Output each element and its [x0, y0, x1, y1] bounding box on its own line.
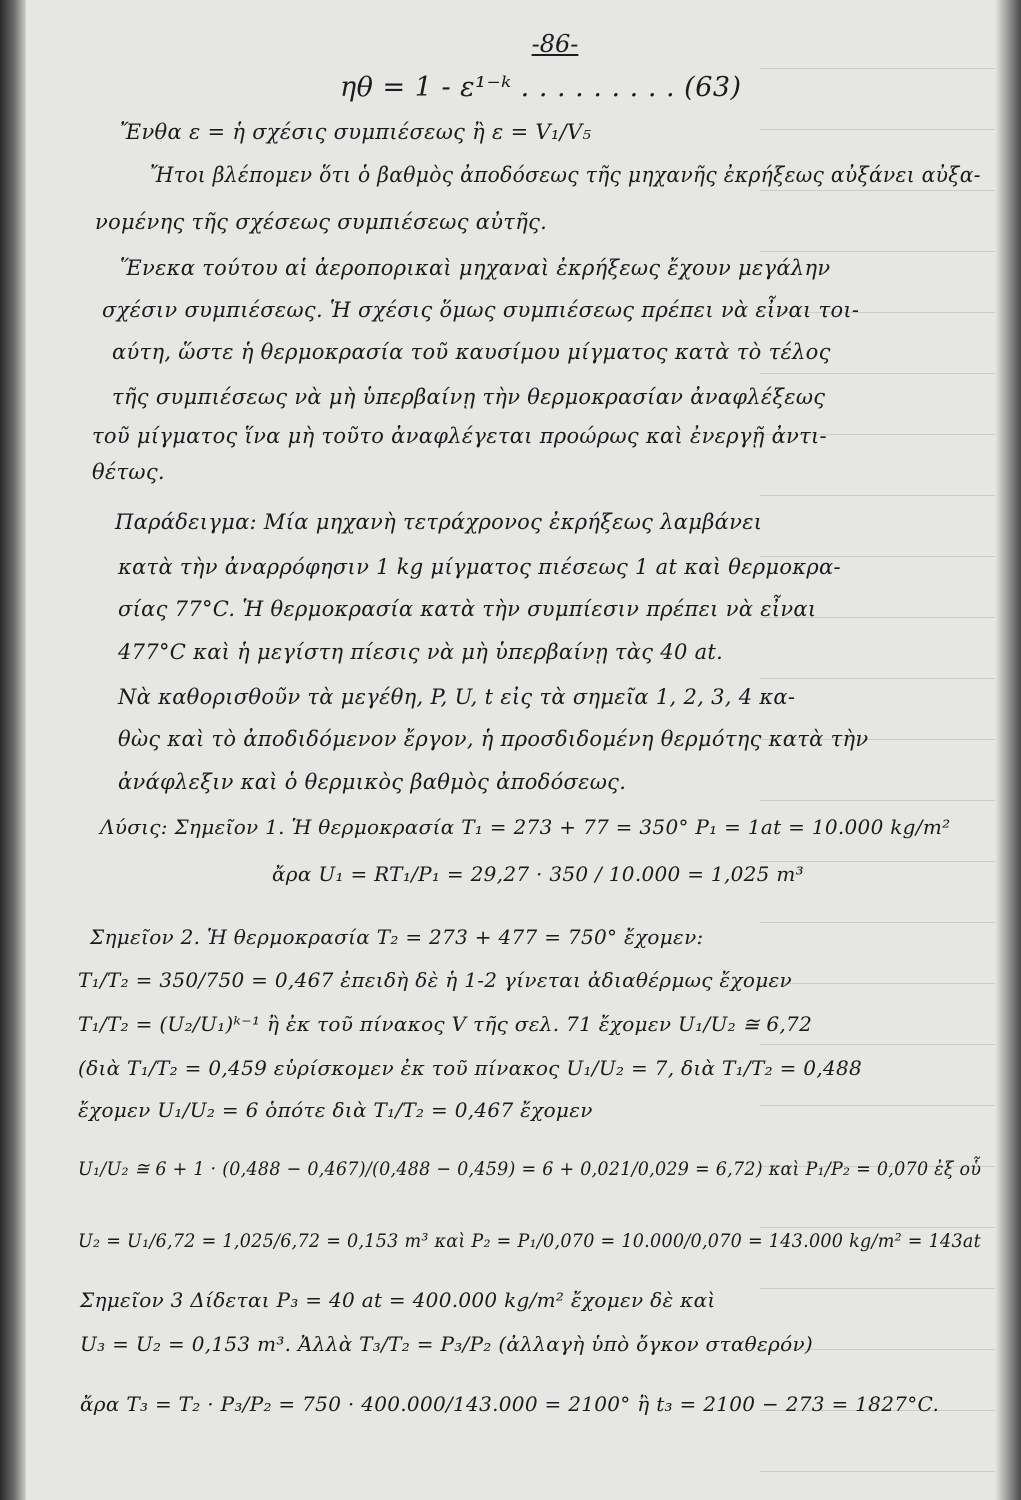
point-2-interpolation-2: ἔχομεν U₁/U₂ = 6 ὁπότε διὰ T₁/T₂ = 0,467 ἔχομεν	[78, 1098, 593, 1122]
example-heading-line: Παράδειγμα: Μία μηχανὴ τετράχρονος ἐκρήξεως λαμβάνει	[115, 510, 763, 534]
point-3-volume: U₃ = U₂ = 0,153 m³. Ἀλλὰ T₃/T₂ = P₃/P₂ (ἀλλαγὴ ὑπὸ ὄγκον σταθερόν)	[80, 1332, 814, 1356]
page-number: -86-	[531, 30, 579, 58]
example-line-6: θὼς καὶ τὸ ἀποδιδόμενον ἔργον, ἡ προσδιδομένη θερμότης κατὰ τὴν	[118, 727, 869, 751]
example-line-5: Νὰ καθορισθοῦν τὰ μεγέθη, P, U, t εἰς τὰ σημεῖα 1, 2, 3, 4 κα-	[118, 685, 796, 709]
book-spine	[0, 0, 26, 1500]
point-3-heading: Σημεῖον 3 Δίδεται P₃ = 40 at = 400.000 kg/m² ἔχομεν δὲ καὶ	[80, 1288, 716, 1312]
page-edge	[995, 0, 1021, 1500]
line-text-1: Ἤτοι βλέπομεν ὅτι ὁ βαθμὸς ἀποδόσεως τῆς μηχανῆς ἐκρήξεως αὐξάνει αὐξα-	[150, 163, 981, 187]
line-text-5: αύτη, ὥστε ἡ θερμοκρασία τοῦ καυσίμου μίγματος κατὰ τὸ τέλος	[112, 340, 831, 364]
point-2-adiabatic: T₁/T₂ = (U₂/U₁)ᵏ⁻¹ ἢ ἐκ τοῦ πίνακος V τῆς σελ. 71 ἔχομεν U₁/U₂ ≅ 6,72	[78, 1012, 813, 1036]
line-text-8: θέτως.	[92, 460, 165, 484]
line-text-4: σχέσιν συμπιέσεως. Ἡ σχέσις ὅμως συμπιέσεως πρέπει νὰ εἶναι τοι-	[102, 298, 860, 322]
point-2-heading: Σημεῖον 2. Ἡ θερμοκρασία T₂ = 273 + 477 = 750° ἔχομεν:	[90, 925, 704, 949]
point-2-ratio: T₁/T₂ = 350/750 = 0,467 ἐπειδὴ δὲ ἡ 1-2 γίνεται ἀδιαθέρμως ἔχομεν	[78, 968, 792, 992]
line-text-2: νομένης τῆς σχέσεως συμπιέσεως αὐτῆς.	[95, 210, 548, 234]
solution-point-1: Λύσις: Σημεῖον 1. Ἡ θερμοκρασία T₁ = 273 + 77 = 350° P₁ = 1at = 10.000 kg/m²	[100, 815, 951, 839]
line-text-7: τοῦ μίγματος ἵνα μὴ τοῦτο ἀναφλέγεται προώρως καὶ ἐνεργῇ ἀντι-	[92, 424, 827, 448]
point-2-interpolation-1: (διὰ T₁/T₂ = 0,459 εὑρίσκομεν ἐκ τοῦ πίνακος U₁/U₂ = 7, διὰ T₁/T₂ = 0,488	[78, 1056, 863, 1080]
line-definition-epsilon: Ἔνθα ε = ἡ σχέσις συμπιέσεως ἢ ε = V₁/V₅	[120, 120, 592, 144]
solution-u1: ἄρα U₁ = RT₁/P₁ = 29,27 · 350 / 10.000 = 1,025 m³	[272, 862, 804, 886]
example-line-7: ἀνάφλεξιν καὶ ὁ θερμικὸς βαθμὸς ἀποδόσεως.	[118, 770, 627, 794]
example-line-4: 477°C καὶ ἡ μεγίστη πίεσις νὰ μὴ ὑπερβαίνῃ τὰς 40 at.	[118, 640, 724, 664]
point-2-interpolation-result: U₁/U₂ ≅ 6 + 1 · (0,488 − 0,467)/(0,488 − 0,459) = 6 + 0,021/0,029 = 6,72) καὶ P₁/P₂ = 0,070 ἐξ οὗ	[78, 1158, 982, 1180]
formula-63: ηθ = 1 - ε¹⁻ᵏ . . . . . . . . . (63)	[340, 72, 742, 103]
point-3-temperature: ἄρα T₃ = T₂ · P₃/P₂ = 750 · 400.000/143.000 = 2100° ἢ t₃ = 2100 − 273 = 1827°C.	[80, 1392, 940, 1416]
example-line-3: σίας 77°C. Ἡ θερμοκρασία κατὰ τὴν συμπίεσιν πρέπει νὰ εἶναι	[118, 597, 817, 621]
example-line-2: κατὰ τὴν ἀναρρόφησιν 1 kg μίγματος πιέσεως 1 at καὶ θερμοκρα-	[118, 555, 841, 579]
point-2-u2-p2: U₂ = U₁/6,72 = 1,025/6,72 = 0,153 m³ καὶ P₂ = P₁/0,070 = 10.000/0,070 = 143.000 kg/m² = 143at	[78, 1230, 981, 1252]
line-text-6: τῆς συμπιέσεως νὰ μὴ ὑπερβαίνῃ τὴν θερμοκρασίαν ἀναφλέξεως	[112, 385, 826, 409]
line-text-3: Ἕνεκα τούτου αἱ ἀεροπορικαὶ μηχαναὶ ἐκρήξεως ἔχουν μεγάλην	[120, 256, 831, 280]
